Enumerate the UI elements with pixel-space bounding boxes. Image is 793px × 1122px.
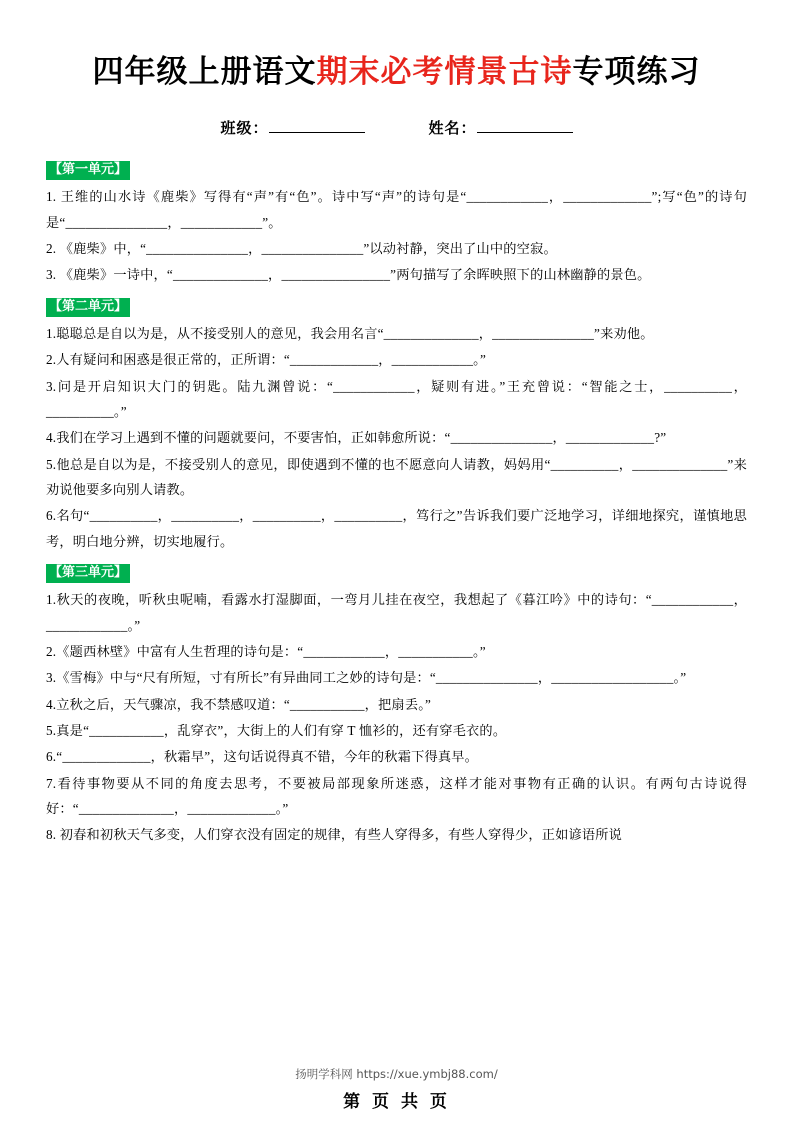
name-label: 姓名： <box>428 121 477 137</box>
unit-1-header: 【第一单元】 <box>46 161 130 180</box>
student-info-line <box>46 117 747 138</box>
page-footer: 第 页 共 页 <box>343 1092 450 1112</box>
title-prefix: 四年级上册语文 <box>92 54 317 90</box>
question-2-2: 2.人有疑问和困惑是很正常的，正所谓：“_____________，____________。” <box>46 352 487 368</box>
question-3-5: 5.真是“___________，乱穿衣”，大街上的人们有穿 T 恤衫的，还有穿毛衣的。 <box>46 722 507 738</box>
question-1-1: 1. 王维的山水诗《鹿柴》写得有“声”有“色”。诗中写“声”的诗句是“____________，_____________”;写“色”的诗句是“_______________，____________”。 <box>46 189 747 230</box>
question-3-6: 6.“_____________，秋霜早”，这句话说得真不错，今年的秋霜下得真早。 <box>46 749 479 765</box>
unit-1-header-wrap <box>46 152 747 184</box>
question-1-3: 3. 《鹿柴》一诗中，“______________，________________”两句描写了余晖映照下的山林幽静的景色。 <box>46 267 651 283</box>
unit-2-header: 【第二单元】 <box>46 298 130 317</box>
class-field <box>220 117 364 138</box>
watermark: 扬明学科网 https://xue.ymbj88.com/ <box>295 1067 498 1081</box>
question-3-3: 3.《雪梅》中与“尺有所短，寸有所长”有异曲同工之妙的诗句是：“_______________，__________________。” <box>46 670 687 686</box>
question-2-6: 6.名句“__________，__________，__________，__________，笃行之”告诉我们要广泛地学习，详细地探究，谨慎地思考，明白地分辨，切实地履行。 <box>46 508 747 549</box>
title-highlight: 期末必考情景古诗 <box>316 54 573 90</box>
question-2-1: 1.聪聪总是自以为是，从不接受别人的意见，我会用名言“______________，_______________”来劝他。 <box>46 325 654 341</box>
class-input-blank[interactable] <box>269 117 365 133</box>
title-suffix: 专项练习 <box>572 54 701 90</box>
question-3-1: 1.秋天的夜晚，听秋虫呢喃，看露水打湿脚面，一弯月儿挂在夜空，我想起了《暮江吟》中的诗句：“____________，____________。” <box>46 592 747 633</box>
page-title <box>46 46 747 91</box>
name-input-blank[interactable] <box>477 117 573 133</box>
question-2-4: 4.我们在学习上遇到不懂的问题就要问，不要害怕，正如韩愈所说：“_______________，_____________?” <box>46 430 667 446</box>
name-field <box>429 117 573 138</box>
question-2-5: 5.他总是自以为是，不接受别人的意见，即使遇到不懂的也不愿意向人请教，妈妈用“__________，______________”来劝说他要多向别人请教。 <box>46 456 747 497</box>
question-2-3: 3.问是开启知识大门的钥匙。陆九渊曾说：“____________，疑则有进。”王充曾说：“智能之士，__________，__________。” <box>46 378 747 419</box>
unit-3-header-wrap <box>46 555 747 587</box>
question-1-2: 2. 《鹿柴》中，“_______________，_______________”以动衬静，突出了山中的空寂。 <box>46 240 557 256</box>
class-label: 班级： <box>220 121 269 137</box>
question-3-7: 7.看待事物要从不同的角度去思考，不要被局部现象所迷惑，这样才能对事物有正确的认识。有两句古诗说得好：“______________，_____________。” <box>46 775 747 816</box>
question-3-2: 2.《题西林壁》中富有人生哲理的诗句是：“____________，___________。” <box>46 643 486 659</box>
unit-2-header-wrap <box>46 289 747 321</box>
question-3-8: 8. 初春和初秋天气多变，人们穿衣没有固定的规律，有些人穿得多，有些人穿得少，正如谚语所说 <box>46 827 623 843</box>
question-3-4: 4.立秋之后，天气骤凉，我不禁感叹道：“___________，把扇丢。” <box>46 696 432 712</box>
unit-3-header: 【第三单元】 <box>46 564 130 583</box>
